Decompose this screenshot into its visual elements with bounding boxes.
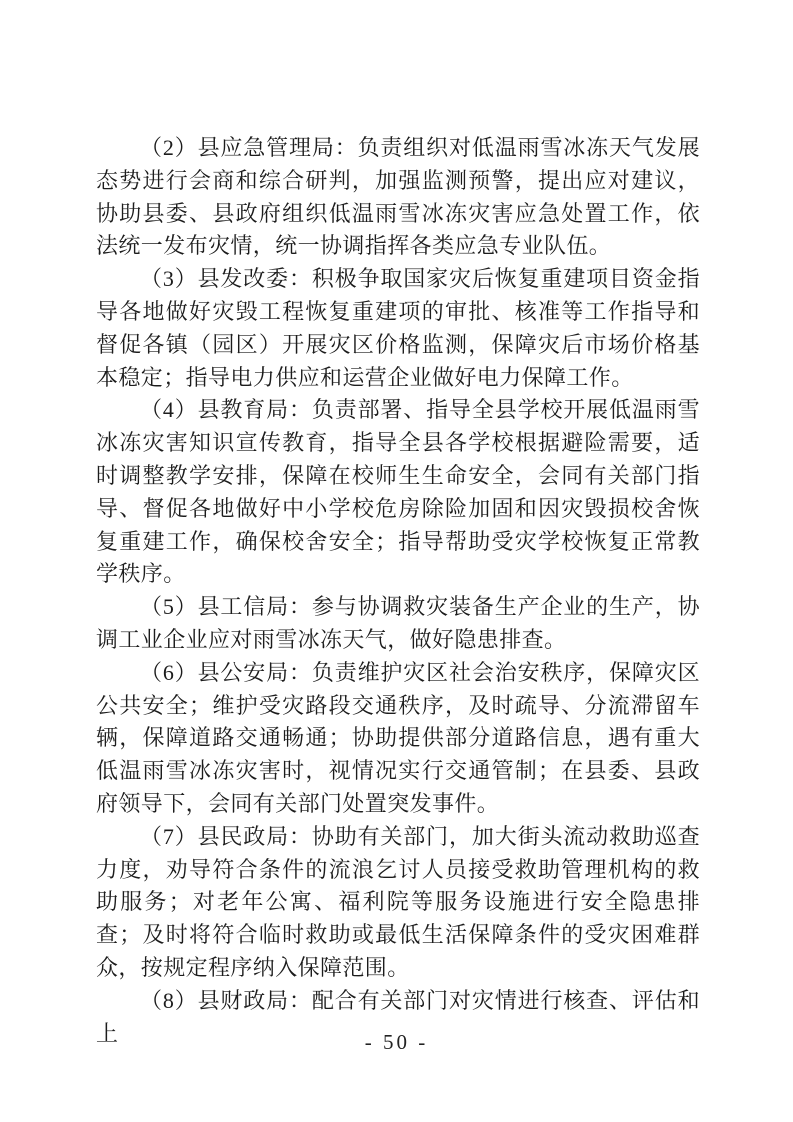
paragraph-emergency-management-bureau: （2）县应急管理局：负责组织对低温雨雪冰冻天气发展态势进行会商和综合研判，加强监测预警，提出应对建议，协助县委、县政府组织低温雨雪冰冻灾害应急处置工作，依法统一发布灾情，统一协调指挥各类应急专业队伍。 [96, 135, 700, 259]
paragraph-civil-affairs-bureau: （7）县民政局：协助有关部门，加大街头流动救助巡查力度，劝导符合条件的流浪乞讨人员接受救助管理机构的救助服务；对老年公寓、福利院等服务设施进行安全隐患排查；及时将符合临时救助或最低生活保障条件的受灾困难群众，按规定程序纳入保障范围。 [96, 823, 700, 980]
page-number: - 50 - [364, 1030, 429, 1054]
paragraph-finance-bureau: （8）县财政局：配合有关部门对灾情进行核查、评估和上 [96, 987, 700, 1046]
document-body [96, 132, 700, 1050]
paragraph-industry-information-bureau: （5）县工信局：参与协调救灾装备生产企业的生产，协调工业企业应对雨雪冰冻天气，做好隐患排查。 [96, 594, 700, 652]
paragraph-education-bureau: （4）县教育局：负责部署、指导全县学校开展低温雨雪冰冻灾害知识宣传教育，指导全县各学校根据避险需要，适时调整教学安排，保障在校师生生命安全，会同有关部门指导、督促各地做好中小学校危房除险加固和因灾毁损校舍恢复重建工作，确保校舍安全；指导帮助受灾学校恢复正常教学秩序。 [96, 397, 700, 587]
paragraph-public-security-bureau: （6）县公安局：负责维护灾区社会治安秩序，保障灾区公共安全；维护受灾路段交通秩序，及时疏导、分流滞留车辆，保障道路交通畅通；协助提供部分道路信息，遇有重大低温雨雪冰冻灾害时，视情况实行交通管制；在县委、县政府领导下，会同有关部门处置突发事件。 [96, 659, 700, 816]
paragraph-development-reform-commission: （3）县发改委：积极争取国家灾后恢复重建项目资金指导各地做好灾毁工程恢复重建项的审批、核准等工作指导和督促各镇（园区）开展灾区价格监测，保障灾后市场价格基本稳定；指导电力供应和运营企业做好电力保障工作。 [96, 266, 700, 390]
